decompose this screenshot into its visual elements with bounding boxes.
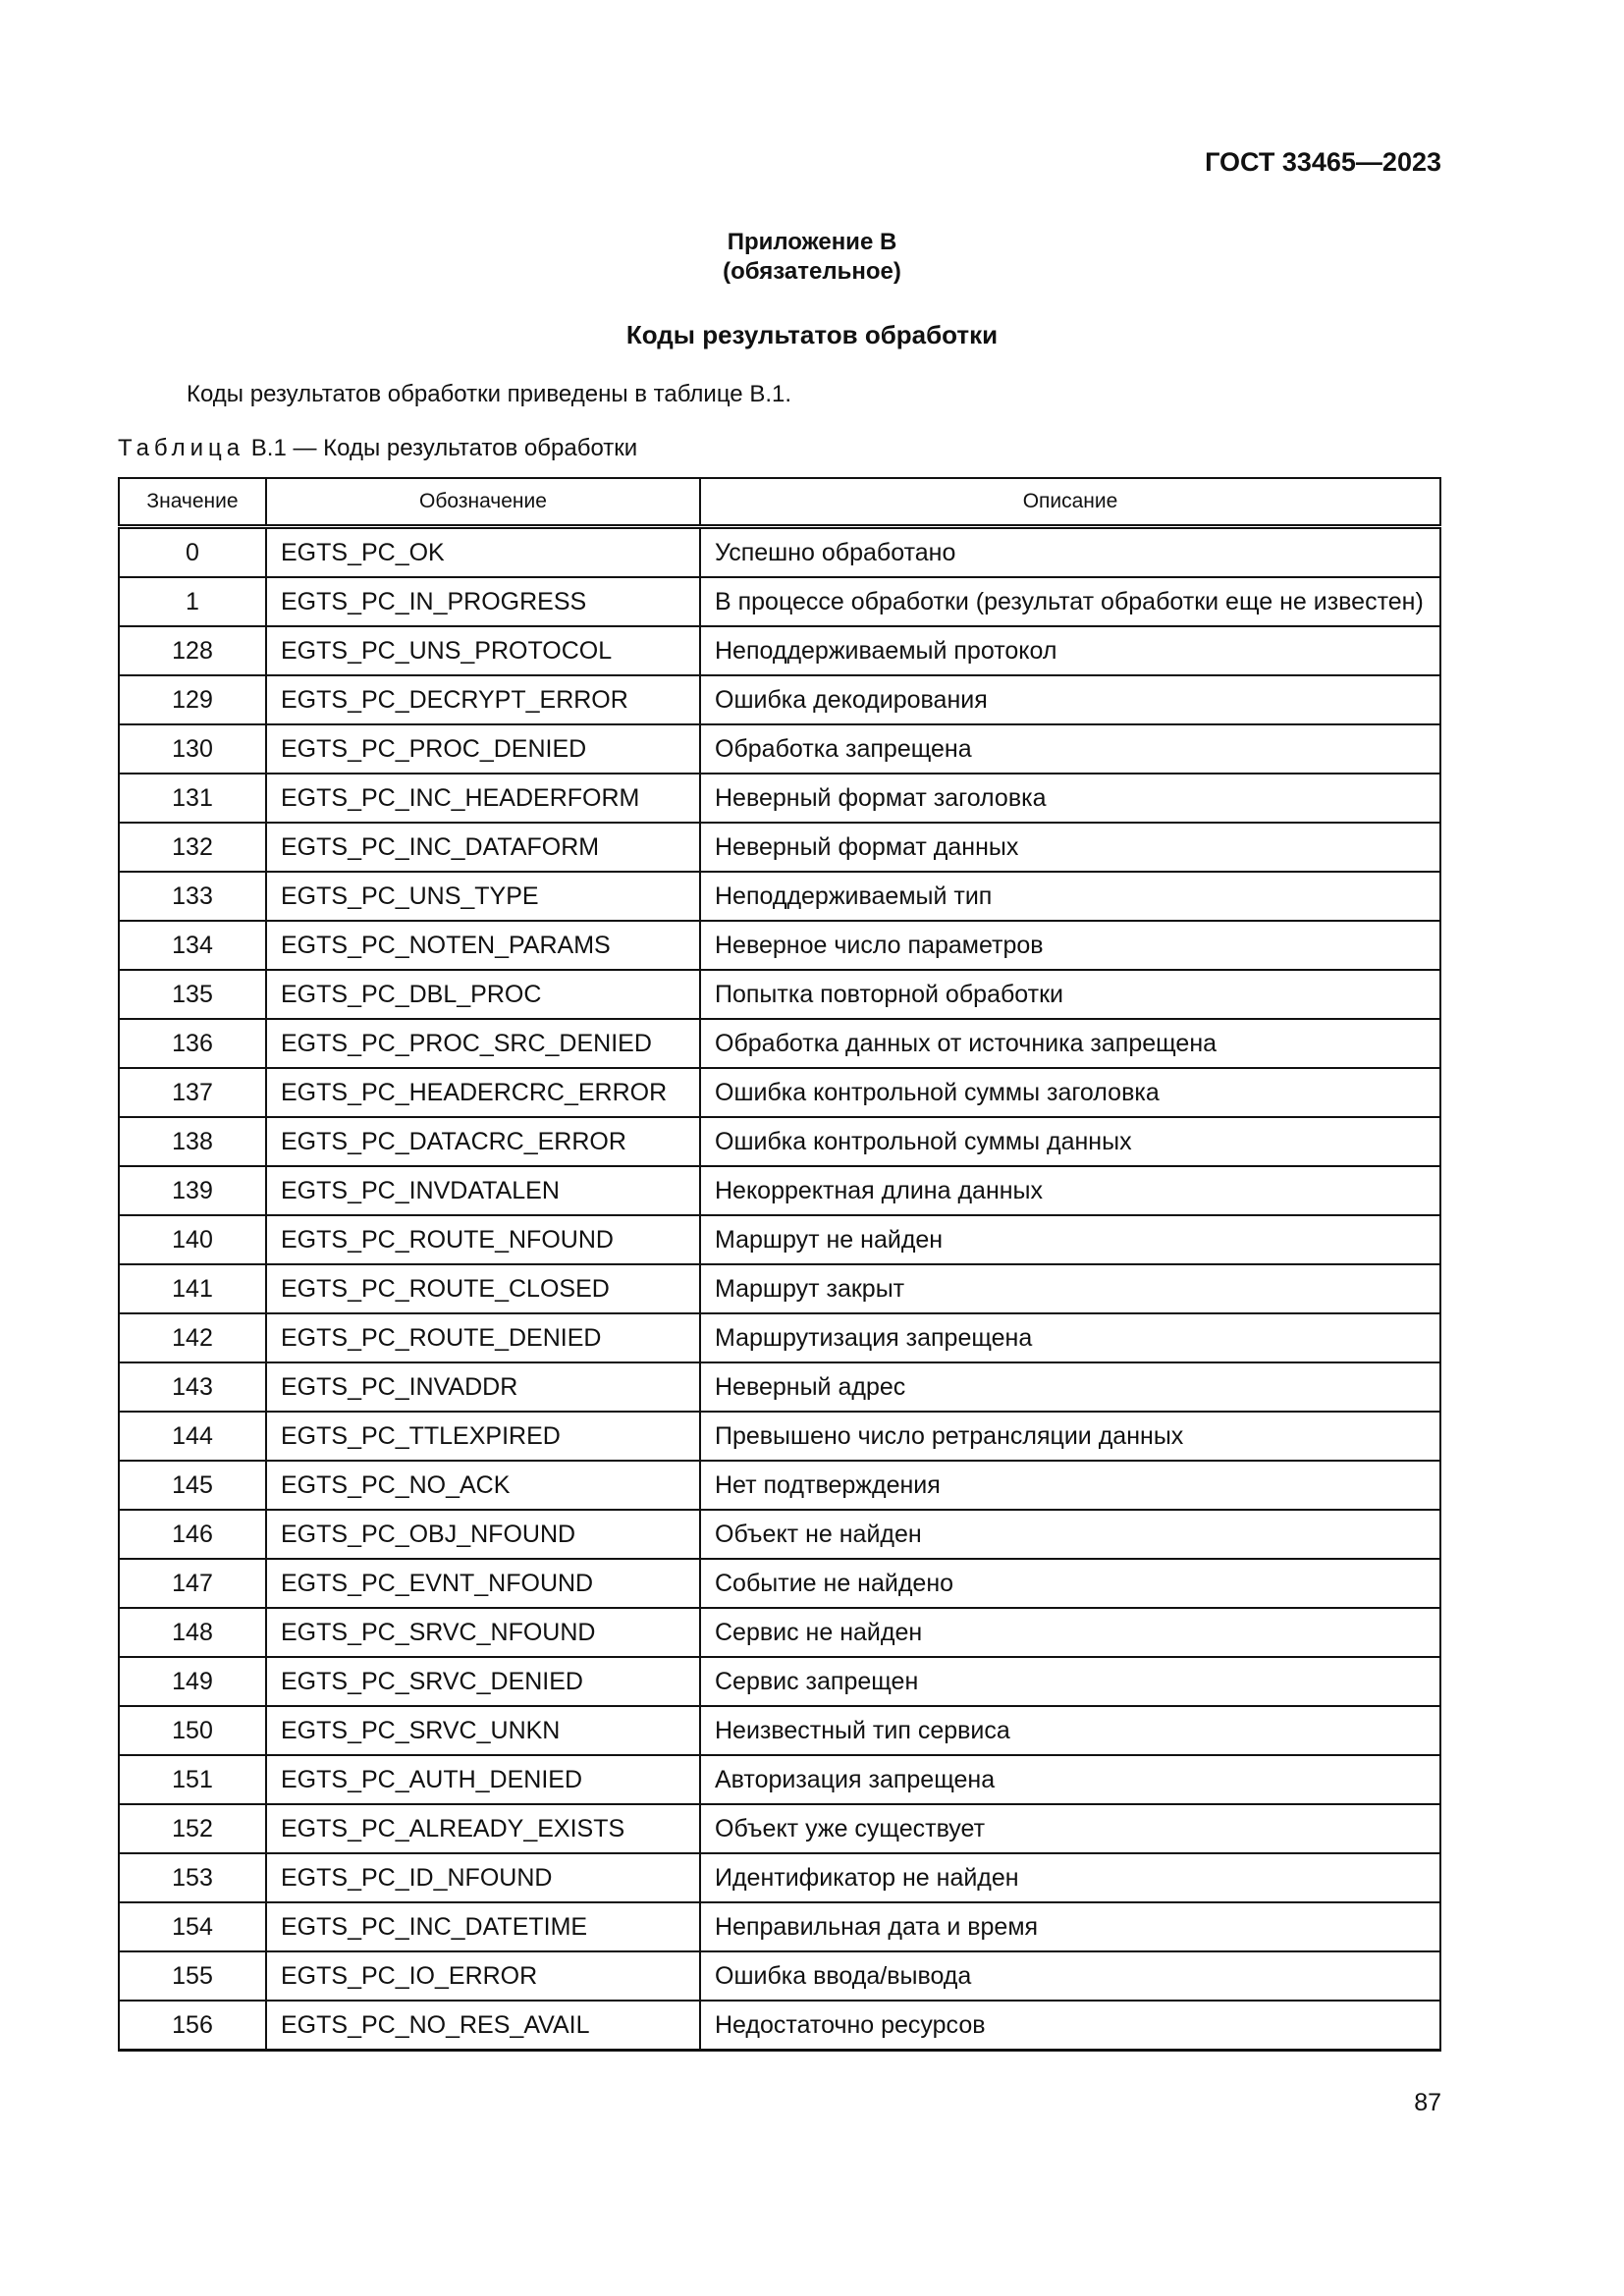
appendix-heading [0, 228, 1624, 287]
table-row [119, 1608, 1440, 1657]
cell-designation: EGTS_PC_INC_DATAFORM [266, 823, 700, 872]
cell-description: Маршрут закрыт [700, 1264, 1440, 1313]
cell-value: 0 [119, 527, 266, 578]
column-header-description: Описание [700, 478, 1440, 527]
cell-value: 133 [119, 872, 266, 921]
cell-description: Ошибка ввода/вывода [700, 1951, 1440, 2001]
table-row [119, 1510, 1440, 1559]
cell-designation: EGTS_PC_ROUTE_NFOUND [266, 1215, 700, 1264]
cell-value: 139 [119, 1166, 266, 1215]
cell-designation: EGTS_PC_INC_HEADERFORM [266, 774, 700, 823]
cell-description: Маршрут не найден [700, 1215, 1440, 1264]
table-row [119, 1412, 1440, 1461]
cell-value: 152 [119, 1804, 266, 1853]
cell-value: 137 [119, 1068, 266, 1117]
cell-designation: EGTS_PC_DECRYPT_ERROR [266, 675, 700, 724]
table-row [119, 1804, 1440, 1853]
cell-value: 131 [119, 774, 266, 823]
cell-value: 156 [119, 2001, 266, 2051]
cell-value: 141 [119, 1264, 266, 1313]
cell-description: Идентификатор не найден [700, 1853, 1440, 1902]
table-row [119, 921, 1440, 970]
cell-description: Неизвестный тип сервиса [700, 1706, 1440, 1755]
cell-value: 136 [119, 1019, 266, 1068]
cell-designation: EGTS_PC_IO_ERROR [266, 1951, 700, 2001]
cell-description: Попытка повторной обработки [700, 970, 1440, 1019]
table-caption [118, 435, 637, 462]
cell-value: 142 [119, 1313, 266, 1362]
cell-designation: EGTS_PC_SRVC_UNKN [266, 1706, 700, 1755]
cell-designation: EGTS_PC_TTLEXPIRED [266, 1412, 700, 1461]
cell-description: Превышено число ретрансляции данных [700, 1412, 1440, 1461]
cell-designation: EGTS_PC_INVDATALEN [266, 1166, 700, 1215]
table-row [119, 1461, 1440, 1510]
intro-paragraph: Коды результатов обработки приведены в таблице В.1. [187, 381, 792, 407]
cell-description: Ошибка декодирования [700, 675, 1440, 724]
cell-value: 146 [119, 1510, 266, 1559]
table-row [119, 774, 1440, 823]
cell-designation: EGTS_PC_DATACRC_ERROR [266, 1117, 700, 1166]
cell-description: Неподдерживаемый протокол [700, 626, 1440, 675]
cell-value: 1 [119, 577, 266, 626]
cell-designation: EGTS_PC_HEADERCRC_ERROR [266, 1068, 700, 1117]
cell-value: 143 [119, 1362, 266, 1412]
cell-description: Обработка запрещена [700, 724, 1440, 774]
cell-value: 138 [119, 1117, 266, 1166]
cell-value: 147 [119, 1559, 266, 1608]
appendix-title: Приложение В [727, 229, 897, 255]
table-row [119, 1117, 1440, 1166]
standard-header: ГОСТ 33465—2023 [1205, 147, 1441, 177]
cell-designation: EGTS_PC_INVADDR [266, 1362, 700, 1412]
cell-designation: EGTS_PC_ROUTE_DENIED [266, 1313, 700, 1362]
cell-description: Событие не найдено [700, 1559, 1440, 1608]
cell-value: 135 [119, 970, 266, 1019]
appendix-status: (обязательное) [723, 258, 901, 285]
cell-description: Неправильная дата и время [700, 1902, 1440, 1951]
cell-value: 145 [119, 1461, 266, 1510]
cell-description: Сервис не найден [700, 1608, 1440, 1657]
table-row [119, 1706, 1440, 1755]
cell-description: Сервис запрещен [700, 1657, 1440, 1706]
table-row [119, 577, 1440, 626]
table-row [119, 1657, 1440, 1706]
cell-designation: EGTS_PC_NO_RES_AVAIL [266, 2001, 700, 2051]
cell-description: Объект уже существует [700, 1804, 1440, 1853]
cell-value: 140 [119, 1215, 266, 1264]
table-row [119, 2001, 1440, 2051]
cell-designation: EGTS_PC_ALREADY_EXISTS [266, 1804, 700, 1853]
cell-designation: EGTS_PC_NOTEN_PARAMS [266, 921, 700, 970]
table-row [119, 675, 1440, 724]
table-row [119, 724, 1440, 774]
table-header-row [119, 478, 1440, 527]
cell-value: 148 [119, 1608, 266, 1657]
table-row [119, 626, 1440, 675]
table-row [119, 1215, 1440, 1264]
table-row [119, 1755, 1440, 1804]
result-codes-table [118, 477, 1441, 2052]
cell-value: 150 [119, 1706, 266, 1755]
cell-description: Недостаточно ресурсов [700, 2001, 1440, 2051]
cell-designation: EGTS_PC_UNS_TYPE [266, 872, 700, 921]
cell-value: 144 [119, 1412, 266, 1461]
column-header-value: Значение [119, 478, 266, 527]
table-row [119, 872, 1440, 921]
cell-designation: EGTS_PC_INC_DATETIME [266, 1902, 700, 1951]
cell-designation: EGTS_PC_DBL_PROC [266, 970, 700, 1019]
cell-value: 130 [119, 724, 266, 774]
cell-value: 155 [119, 1951, 266, 2001]
table-row [119, 1951, 1440, 2001]
table-caption-prefix: Таблица [118, 435, 245, 461]
table-row [119, 527, 1440, 578]
cell-value: 128 [119, 626, 266, 675]
table-row [119, 970, 1440, 1019]
cell-value: 153 [119, 1853, 266, 1902]
table-row [119, 1902, 1440, 1951]
cell-value: 149 [119, 1657, 266, 1706]
cell-description: Обработка данных от источника запрещена [700, 1019, 1440, 1068]
cell-designation: EGTS_PC_PROC_DENIED [266, 724, 700, 774]
table-row [119, 1362, 1440, 1412]
cell-value: 132 [119, 823, 266, 872]
cell-value: 151 [119, 1755, 266, 1804]
cell-description: Неверное число параметров [700, 921, 1440, 970]
table-row [119, 1313, 1440, 1362]
cell-designation: EGTS_PC_SRVC_DENIED [266, 1657, 700, 1706]
cell-description: Неподдерживаемый тип [700, 872, 1440, 921]
table-caption-text: В.1 — Коды результатов обработки [250, 435, 638, 461]
cell-designation: EGTS_PC_PROC_SRC_DENIED [266, 1019, 700, 1068]
cell-description: Объект не найден [700, 1510, 1440, 1559]
cell-description: Неверный формат заголовка [700, 774, 1440, 823]
cell-description: Неверный адрес [700, 1362, 1440, 1412]
table-row [119, 1853, 1440, 1902]
table-row [119, 1264, 1440, 1313]
cell-designation: EGTS_PC_OK [266, 527, 700, 578]
cell-designation: EGTS_PC_IN_PROGRESS [266, 577, 700, 626]
cell-value: 134 [119, 921, 266, 970]
table-row [119, 1068, 1440, 1117]
cell-designation: EGTS_PC_UNS_PROTOCOL [266, 626, 700, 675]
table-row [119, 1019, 1440, 1068]
table-row [119, 1559, 1440, 1608]
section-title: Коды результатов обработки [625, 320, 999, 349]
cell-description: Маршрутизация запрещена [700, 1313, 1440, 1362]
cell-value: 129 [119, 675, 266, 724]
page-number: 87 [1414, 2089, 1441, 2116]
cell-description: Нет подтверждения [700, 1461, 1440, 1510]
cell-designation: EGTS_PC_OBJ_NFOUND [266, 1510, 700, 1559]
cell-designation: EGTS_PC_ROUTE_CLOSED [266, 1264, 700, 1313]
cell-value: 154 [119, 1902, 266, 1951]
cell-designation: EGTS_PC_SRVC_NFOUND [266, 1608, 700, 1657]
column-header-designation: Обозначение [266, 478, 700, 527]
cell-description: В процессе обработки (результат обработки еще не известен) [700, 577, 1440, 626]
cell-designation: EGTS_PC_ID_NFOUND [266, 1853, 700, 1902]
cell-description: Авторизация запрещена [700, 1755, 1440, 1804]
cell-designation: EGTS_PC_AUTH_DENIED [266, 1755, 700, 1804]
cell-description: Некорректная длина данных [700, 1166, 1440, 1215]
cell-designation: EGTS_PC_EVNT_NFOUND [266, 1559, 700, 1608]
cell-description: Ошибка контрольной суммы данных [700, 1117, 1440, 1166]
cell-description: Неверный формат данных [700, 823, 1440, 872]
cell-designation: EGTS_PC_NO_ACK [266, 1461, 700, 1510]
table-row [119, 1166, 1440, 1215]
cell-description: Успешно обработано [700, 527, 1440, 578]
table-row [119, 823, 1440, 872]
cell-description: Ошибка контрольной суммы заголовка [700, 1068, 1440, 1117]
